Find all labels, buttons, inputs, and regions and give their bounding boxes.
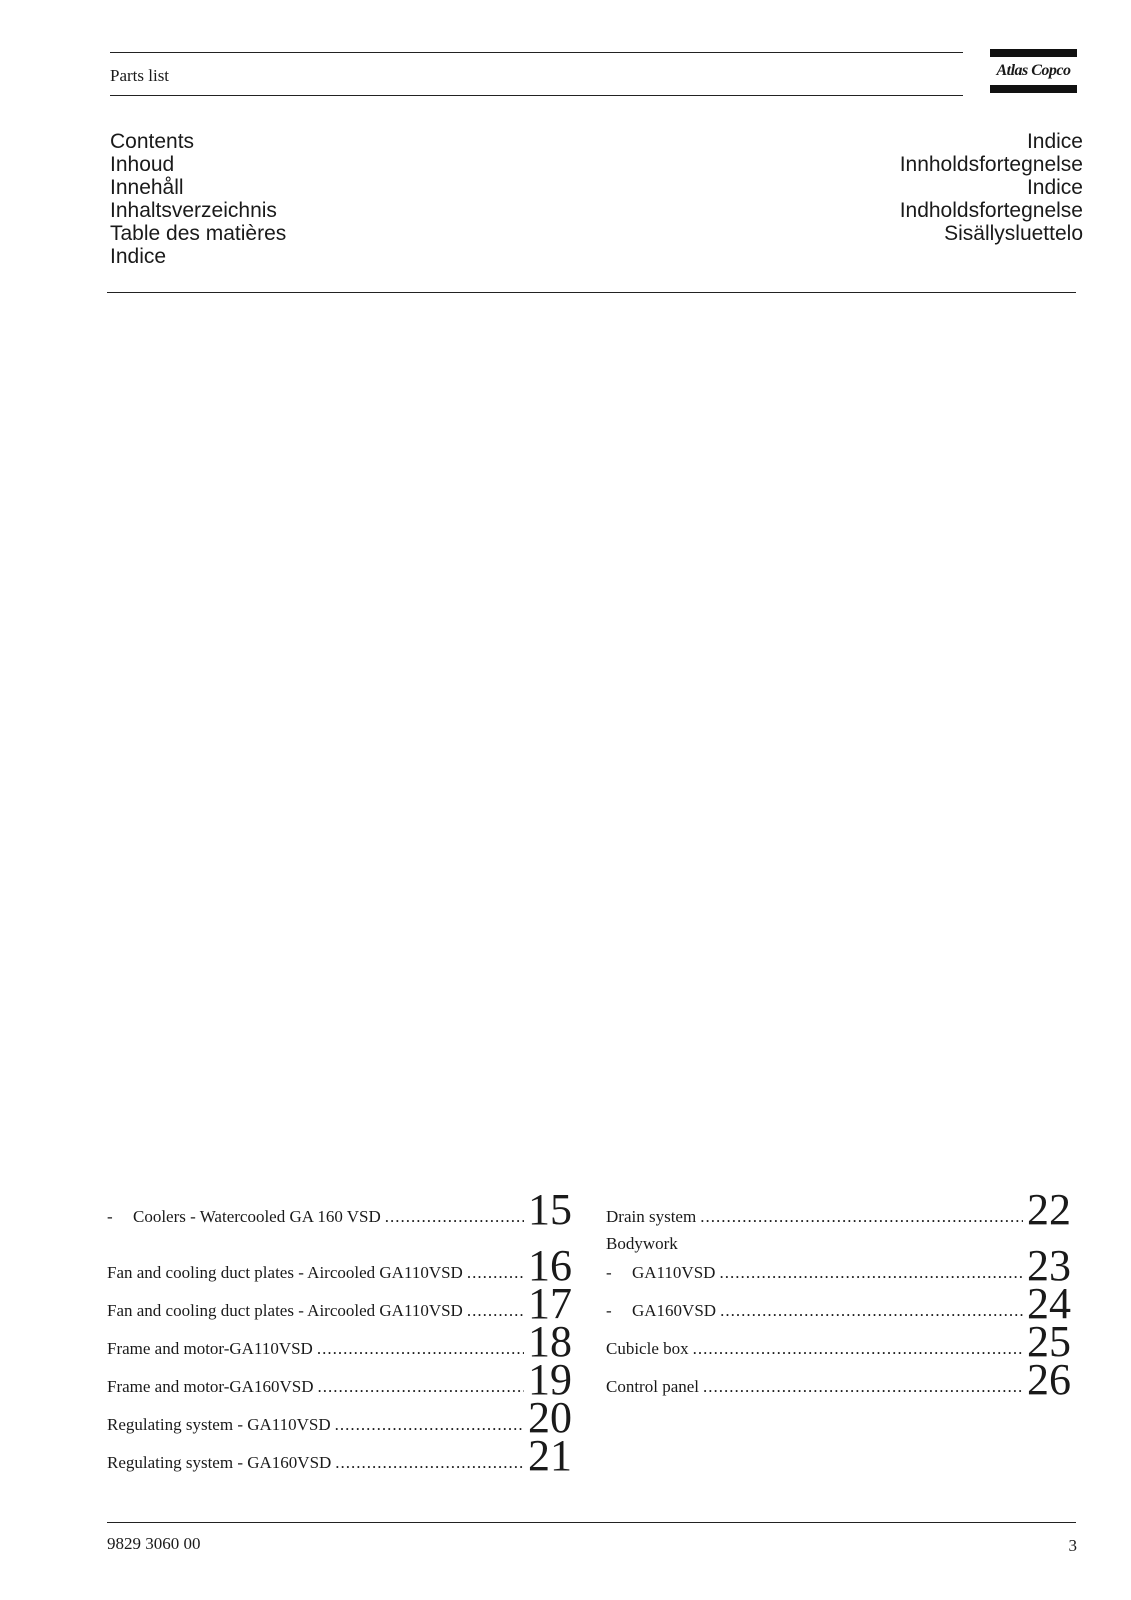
toc-section-label: Bodywork (606, 1234, 678, 1253)
logo-bottom-bar (990, 85, 1077, 93)
toc-leader-dots (467, 1263, 524, 1288)
toc-entry-text: GA110VSD (632, 1263, 716, 1282)
toc-entry-text: Cubicle box (606, 1339, 689, 1358)
title-indholdsfortegnelse: Indholdsfortegnelse (899, 199, 1083, 222)
toc-leader-dots (693, 1339, 1023, 1364)
toc-entry-text: Drain system (606, 1207, 697, 1226)
toc-leader-dots (317, 1377, 524, 1402)
toc-entry-text: Control panel (606, 1377, 700, 1396)
header-label: Parts list (110, 66, 170, 85)
toc-entry-text: Regulating system - GA160VSD (107, 1453, 332, 1472)
logo-top-bar (990, 49, 1077, 57)
title-innholdsfortegnelse: Innholdsfortegnelse (899, 153, 1083, 176)
toc-entry-text: Frame and motor-GA160VSD (107, 1377, 314, 1396)
toc-entry[interactable] (107, 1317, 572, 1366)
toc-leader-dots (385, 1207, 524, 1232)
toc-leader-dots (720, 1301, 1023, 1326)
toc-page-number: 26 (1027, 1355, 1071, 1404)
toc-entry[interactable] (107, 1185, 572, 1234)
toc-page-number: 15 (528, 1185, 572, 1234)
toc-page-number: 23 (1027, 1241, 1071, 1290)
header-top-rule (110, 52, 963, 53)
toc-page-number: 18 (528, 1317, 572, 1366)
toc-entry-text: Coolers - Watercooled GA 160 VSD (133, 1207, 381, 1226)
toc-leader-dots (335, 1415, 524, 1440)
page-number: 3 (1068, 1536, 1077, 1555)
title-inhaltsverzeichnis: Inhaltsverzeichnis (110, 199, 277, 222)
title-sisallysluettelo: Sisällysluettelo (944, 222, 1083, 245)
toc-page-number: 21 (528, 1431, 572, 1480)
title-contents: Contents (110, 130, 195, 153)
toc-entry[interactable] (606, 1185, 1071, 1234)
contents-titles-right (900, 130, 1083, 245)
toc-entry[interactable] (606, 1279, 1071, 1328)
title-indice-pt: Indice (1026, 176, 1083, 199)
toc-entry[interactable] (107, 1431, 572, 1480)
title-indice: Indice (110, 245, 167, 268)
toc-entry[interactable] (107, 1355, 572, 1404)
toc-page-number: 25 (1027, 1317, 1071, 1366)
toc-page-number: 17 (528, 1279, 572, 1328)
header-bottom-rule (110, 95, 963, 96)
toc-entry[interactable] (107, 1279, 572, 1328)
toc-entry-text: Fan and cooling duct plates - Aircooled GA110VSD (107, 1263, 463, 1282)
toc-leader-dots (719, 1263, 1023, 1288)
toc-entry-text: Regulating system - GA110VSD (107, 1415, 331, 1434)
toc-dash: - (606, 1301, 612, 1320)
toc-leader-dots (703, 1377, 1023, 1402)
logo-wordmark: Atlas Copco (996, 62, 1071, 79)
toc-page-number: 19 (528, 1355, 572, 1404)
atlas-copco-logo (990, 49, 1077, 93)
toc-entry-text: GA160VSD (632, 1301, 717, 1320)
toc-entry-text: Fan and cooling duct plates - Aircooled GA110VSD (107, 1301, 463, 1320)
toc-leader-dots (467, 1301, 524, 1326)
toc-entry-text: Frame and motor-GA110VSD (107, 1339, 313, 1358)
title-inhoud: Inhoud (110, 153, 175, 176)
toc-page-number: 22 (1027, 1185, 1071, 1234)
toc-dash: - (107, 1207, 113, 1226)
toc-page-number: 20 (528, 1393, 572, 1442)
toc-entry[interactable] (107, 1393, 572, 1442)
title-table-des-matieres: Table des matières (110, 222, 287, 245)
toc-leader-dots (700, 1207, 1023, 1232)
toc-leader-dots (335, 1453, 524, 1478)
toc-page-number: 16 (528, 1241, 572, 1290)
titles-divider (107, 292, 1076, 293)
toc-entry[interactable] (107, 1241, 572, 1290)
title-indice-it: Indice (1026, 130, 1083, 153)
toc-leader-dots (317, 1339, 524, 1364)
toc-dash: - (606, 1263, 612, 1282)
toc-entry[interactable] (606, 1355, 1071, 1404)
toc-page-number: 24 (1027, 1279, 1071, 1328)
footer-rule (107, 1522, 1076, 1523)
document-number: 9829 3060 00 (107, 1534, 201, 1553)
title-innehall: Innehåll (110, 176, 184, 199)
toc-entry[interactable] (606, 1317, 1071, 1366)
contents-titles-left (110, 130, 286, 268)
